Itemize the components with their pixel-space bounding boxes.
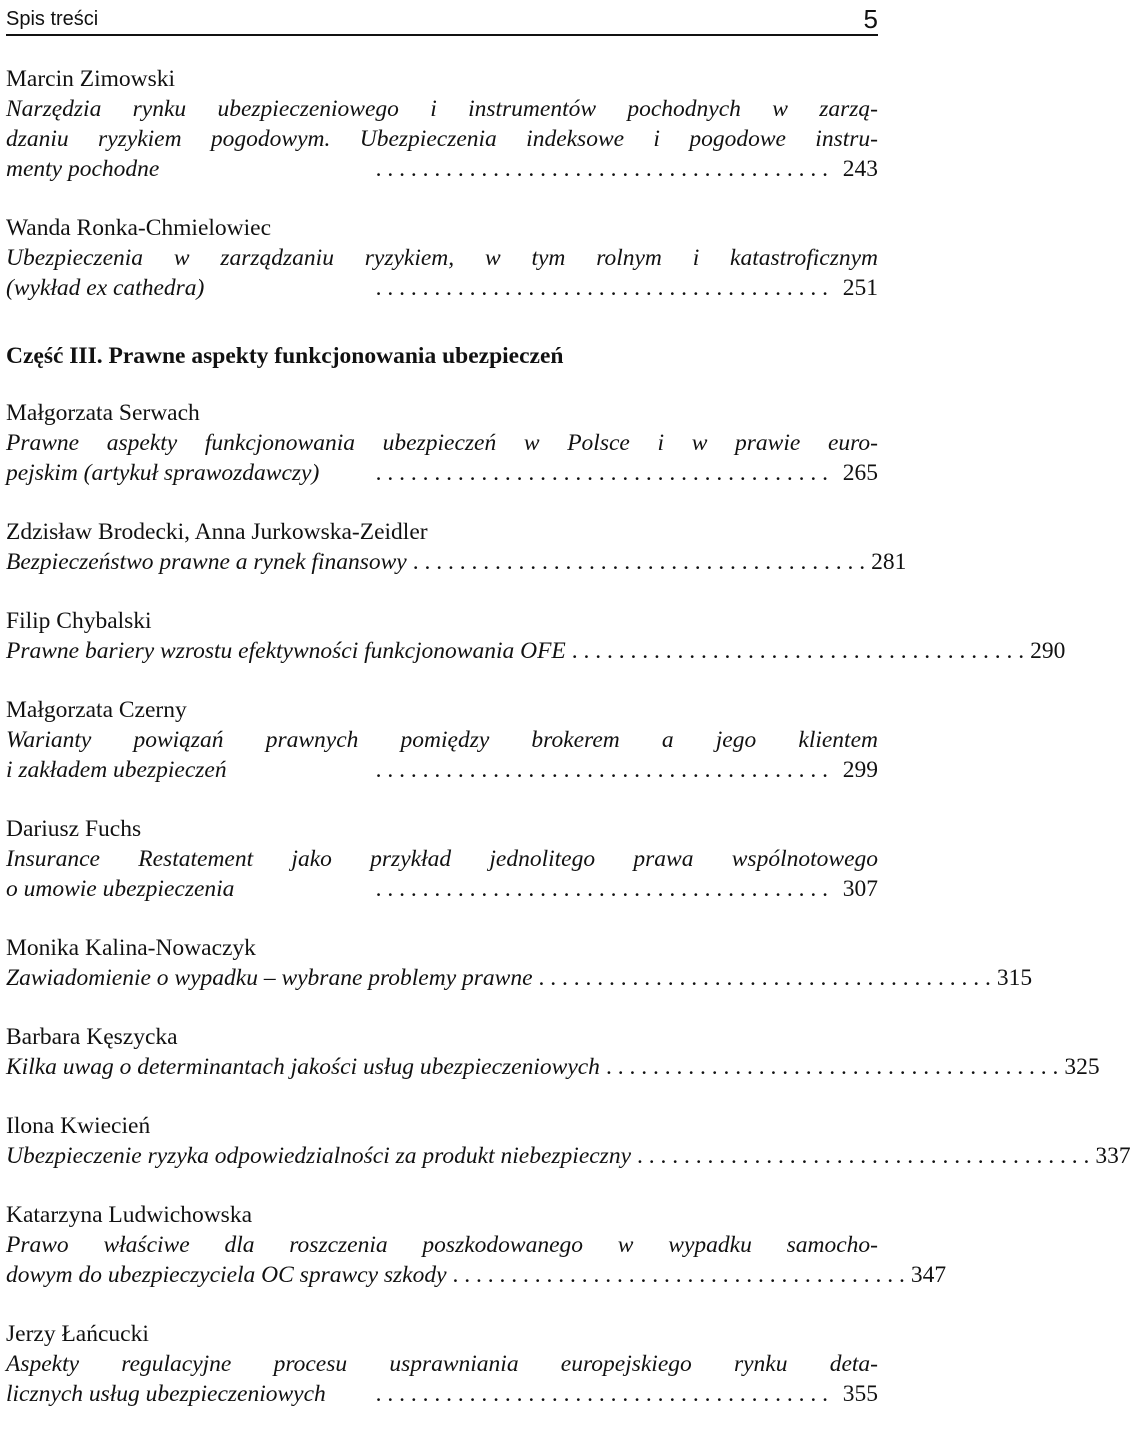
entry-page-number: 315 (996, 965, 1033, 991)
entry-page-number: 243 (842, 156, 878, 182)
entry-page-number: 307 (842, 876, 878, 902)
entry-author: Ilona Kwiecień (6, 1113, 151, 1139)
entry-page-number: 265 (842, 460, 878, 486)
entry-title-line: Insurance Restatement jako przykład jednolitego prawa wspólnotowego (6, 846, 878, 872)
entry-author: Małgorzata Serwach (6, 400, 200, 426)
entry-title-last-line (6, 273, 878, 303)
entry-title-last-line (6, 1379, 878, 1409)
entry-title-line: Prawo właściwe dla roszczenia poszkodowanego w wypadku samocho- (6, 1232, 878, 1258)
toc-entry (6, 814, 878, 904)
entry-title-end: Prawne bariery wzrostu efektywności funkcjonowania OFE (6, 638, 566, 664)
entry-page-number: 347 (910, 1262, 947, 1288)
toc-entry (6, 1111, 1131, 1171)
entry-title-last-line (6, 154, 878, 184)
dot-leader-text: . . . . . . . . . . . . . . . . . . . . . . . . . . . . . . . . . . . . . . . (571, 638, 1025, 664)
entry-title-last-line (6, 963, 1033, 993)
entry-title-end: dowym do ubezpieczyciela OC sprawcy szkody (6, 1262, 447, 1288)
dot-leader-text: . . . . . . . . . . . . . . . . . . . . . . . . . . . . . . . . . . . . . . . (538, 965, 991, 991)
dot-leader (572, 636, 1024, 666)
entry-title-line: Narzędzia rynku ubezpieczeniowego i instrumentów pochodnych w zarzą- (6, 96, 878, 122)
entry-author: Jerzy Łańcucki (6, 1321, 149, 1347)
dot-leader (332, 1379, 828, 1409)
entry-page-number: 337 (1095, 1143, 1131, 1169)
toc-entry (6, 933, 1033, 993)
dot-leader-text: . . . . . . . . . . . . . . . . . . . . . . . . . . . . . . . . . . . . . . . (375, 156, 828, 182)
entry-title-last-line (6, 458, 878, 488)
entry-page-number: 355 (842, 1381, 878, 1407)
entry-title-end: menty pochodne (6, 156, 160, 182)
toc-entry (6, 1319, 878, 1409)
dot-leader-text: . . . . . . . . . . . . . . . . . . . . . . . . . . . . . . . . . . . . . . . (375, 757, 828, 783)
entry-title-end: Zawiadomienie o wypadku – wybrane problemy prawne (6, 965, 533, 991)
page-header (6, 4, 878, 34)
entry-page-number: 281 (871, 549, 907, 575)
entry-title-line: Ubezpieczenia w zarządzaniu ryzykiem, w tym rolnym i katastroficznym (6, 245, 878, 271)
dot-leader (453, 1260, 905, 1290)
toc-entry (6, 1200, 947, 1290)
dot-leader (233, 755, 828, 785)
entry-title-last-line (6, 874, 878, 904)
dot-leader-text: . . . . . . . . . . . . . . . . . . . . . . . . . . . . . . . . . . . . . . . (605, 1054, 1059, 1080)
entry-title-last-line (6, 755, 878, 785)
entry-title-end: Kilka uwag o determinantach jakości usług ubezpieczeniowych (6, 1054, 600, 1080)
entry-author: Filip Chybalski (6, 608, 152, 634)
toc-entry (6, 398, 878, 488)
dot-leader (539, 963, 991, 993)
entry-title-end: Bezpieczeństwo prawne a rynek finansowy (6, 549, 407, 575)
toc-entry (6, 695, 878, 785)
dot-leader (606, 1052, 1058, 1082)
toc-entry (6, 64, 878, 184)
entry-author: Katarzyna Ludwichowska (6, 1202, 253, 1228)
entry-title-end: Ubezpieczenie ryzyka odpowiedzialności za produkt niebezpieczny (6, 1143, 631, 1169)
entry-title-end: o umowie ubezpieczenia (6, 876, 235, 902)
dot-leader (413, 547, 865, 577)
toc-group-part-3 (6, 398, 1131, 1409)
dot-leader-text: . . . . . . . . . . . . . . . . . . . . . . . . . . . . . . . . . . . . . . . (375, 876, 828, 902)
entry-author: Zdzisław Brodecki, Anna Jurkowska-Zeidler (6, 519, 428, 545)
dot-leader-text: . . . . . . . . . . . . . . . . . . . . . . . . . . . . . . . . . . . . . . . (375, 1381, 828, 1407)
toc-group-part-2 (6, 64, 878, 303)
dot-leader (325, 458, 828, 488)
part-heading: Część III. Prawne aspekty funkcjonowania ubezpieczeń (6, 343, 564, 369)
entry-title-end: i zakładem ubezpieczeń (6, 757, 227, 783)
toc-entry (6, 1022, 1100, 1082)
dot-leader (165, 154, 828, 184)
page-number: 5 (863, 4, 878, 34)
entry-author: Marcin Zimowski (6, 66, 176, 92)
dot-leader-text: . . . . . . . . . . . . . . . . . . . . . . . . . . . . . . . . . . . . . . . (452, 1262, 905, 1288)
dot-leader (637, 1141, 1089, 1171)
running-head: Spis treści (6, 8, 99, 30)
toc-content (6, 64, 1131, 1438)
entry-title-line: Aspekty regulacyjne procesu usprawniania europejskiego rynku deta- (6, 1351, 878, 1377)
entry-author: Monika Kalina-Nowaczyk (6, 935, 256, 961)
dot-leader (210, 273, 828, 303)
entry-title-last-line (6, 636, 1066, 666)
entry-title-line: Warianty powiązań prawnych pomiędzy brokerem a jego klientem (6, 727, 878, 753)
entry-title-line: dzaniu ryzykiem pogodowym. Ubezpieczenia indeksowe i pogodowe instru- (6, 126, 878, 152)
toc-entry (6, 606, 1066, 666)
toc-entry (6, 213, 878, 303)
entry-author: Małgorzata Czerny (6, 697, 187, 723)
entry-title-last-line (6, 1260, 947, 1290)
entry-author: Barbara Kęszycka (6, 1024, 178, 1050)
entry-author: Dariusz Fuchs (6, 816, 142, 842)
entry-page-number: 325 (1064, 1054, 1100, 1080)
dot-leader-text: . . . . . . . . . . . . . . . . . . . . . . . . . . . . . . . . . . . . . . . (375, 275, 828, 301)
entry-title-line: Prawne aspekty funkcjonowania ubezpieczeń w Polsce i w prawie euro- (6, 430, 878, 456)
entry-page-number: 251 (842, 275, 878, 301)
entry-title-end: licznych usług ubezpieczeniowych (6, 1381, 326, 1407)
entry-page-number: 290 (1030, 638, 1066, 664)
dot-leader-text: . . . . . . . . . . . . . . . . . . . . . . . . . . . . . . . . . . . . . . . (375, 460, 828, 486)
entry-page-number: 299 (842, 757, 878, 783)
dot-leader-text: . . . . . . . . . . . . . . . . . . . . . . . . . . . . . . . . . . . . . . . (637, 1143, 1090, 1169)
entry-title-end: pejskim (artykuł sprawozdawczy) (6, 460, 320, 486)
header-rule (6, 34, 878, 36)
toc-entry (6, 517, 907, 577)
entry-title-last-line (6, 547, 907, 577)
dot-leader-text: . . . . . . . . . . . . . . . . . . . . . . . . . . . . . . . . . . . . . . . (412, 549, 866, 575)
entry-title-last-line (6, 1141, 1131, 1171)
dot-leader (240, 874, 828, 904)
entry-title-end: (wykład ex cathedra) (6, 275, 205, 301)
entry-title-last-line (6, 1052, 1100, 1082)
entry-author: Wanda Ronka-Chmielowiec (6, 215, 272, 241)
